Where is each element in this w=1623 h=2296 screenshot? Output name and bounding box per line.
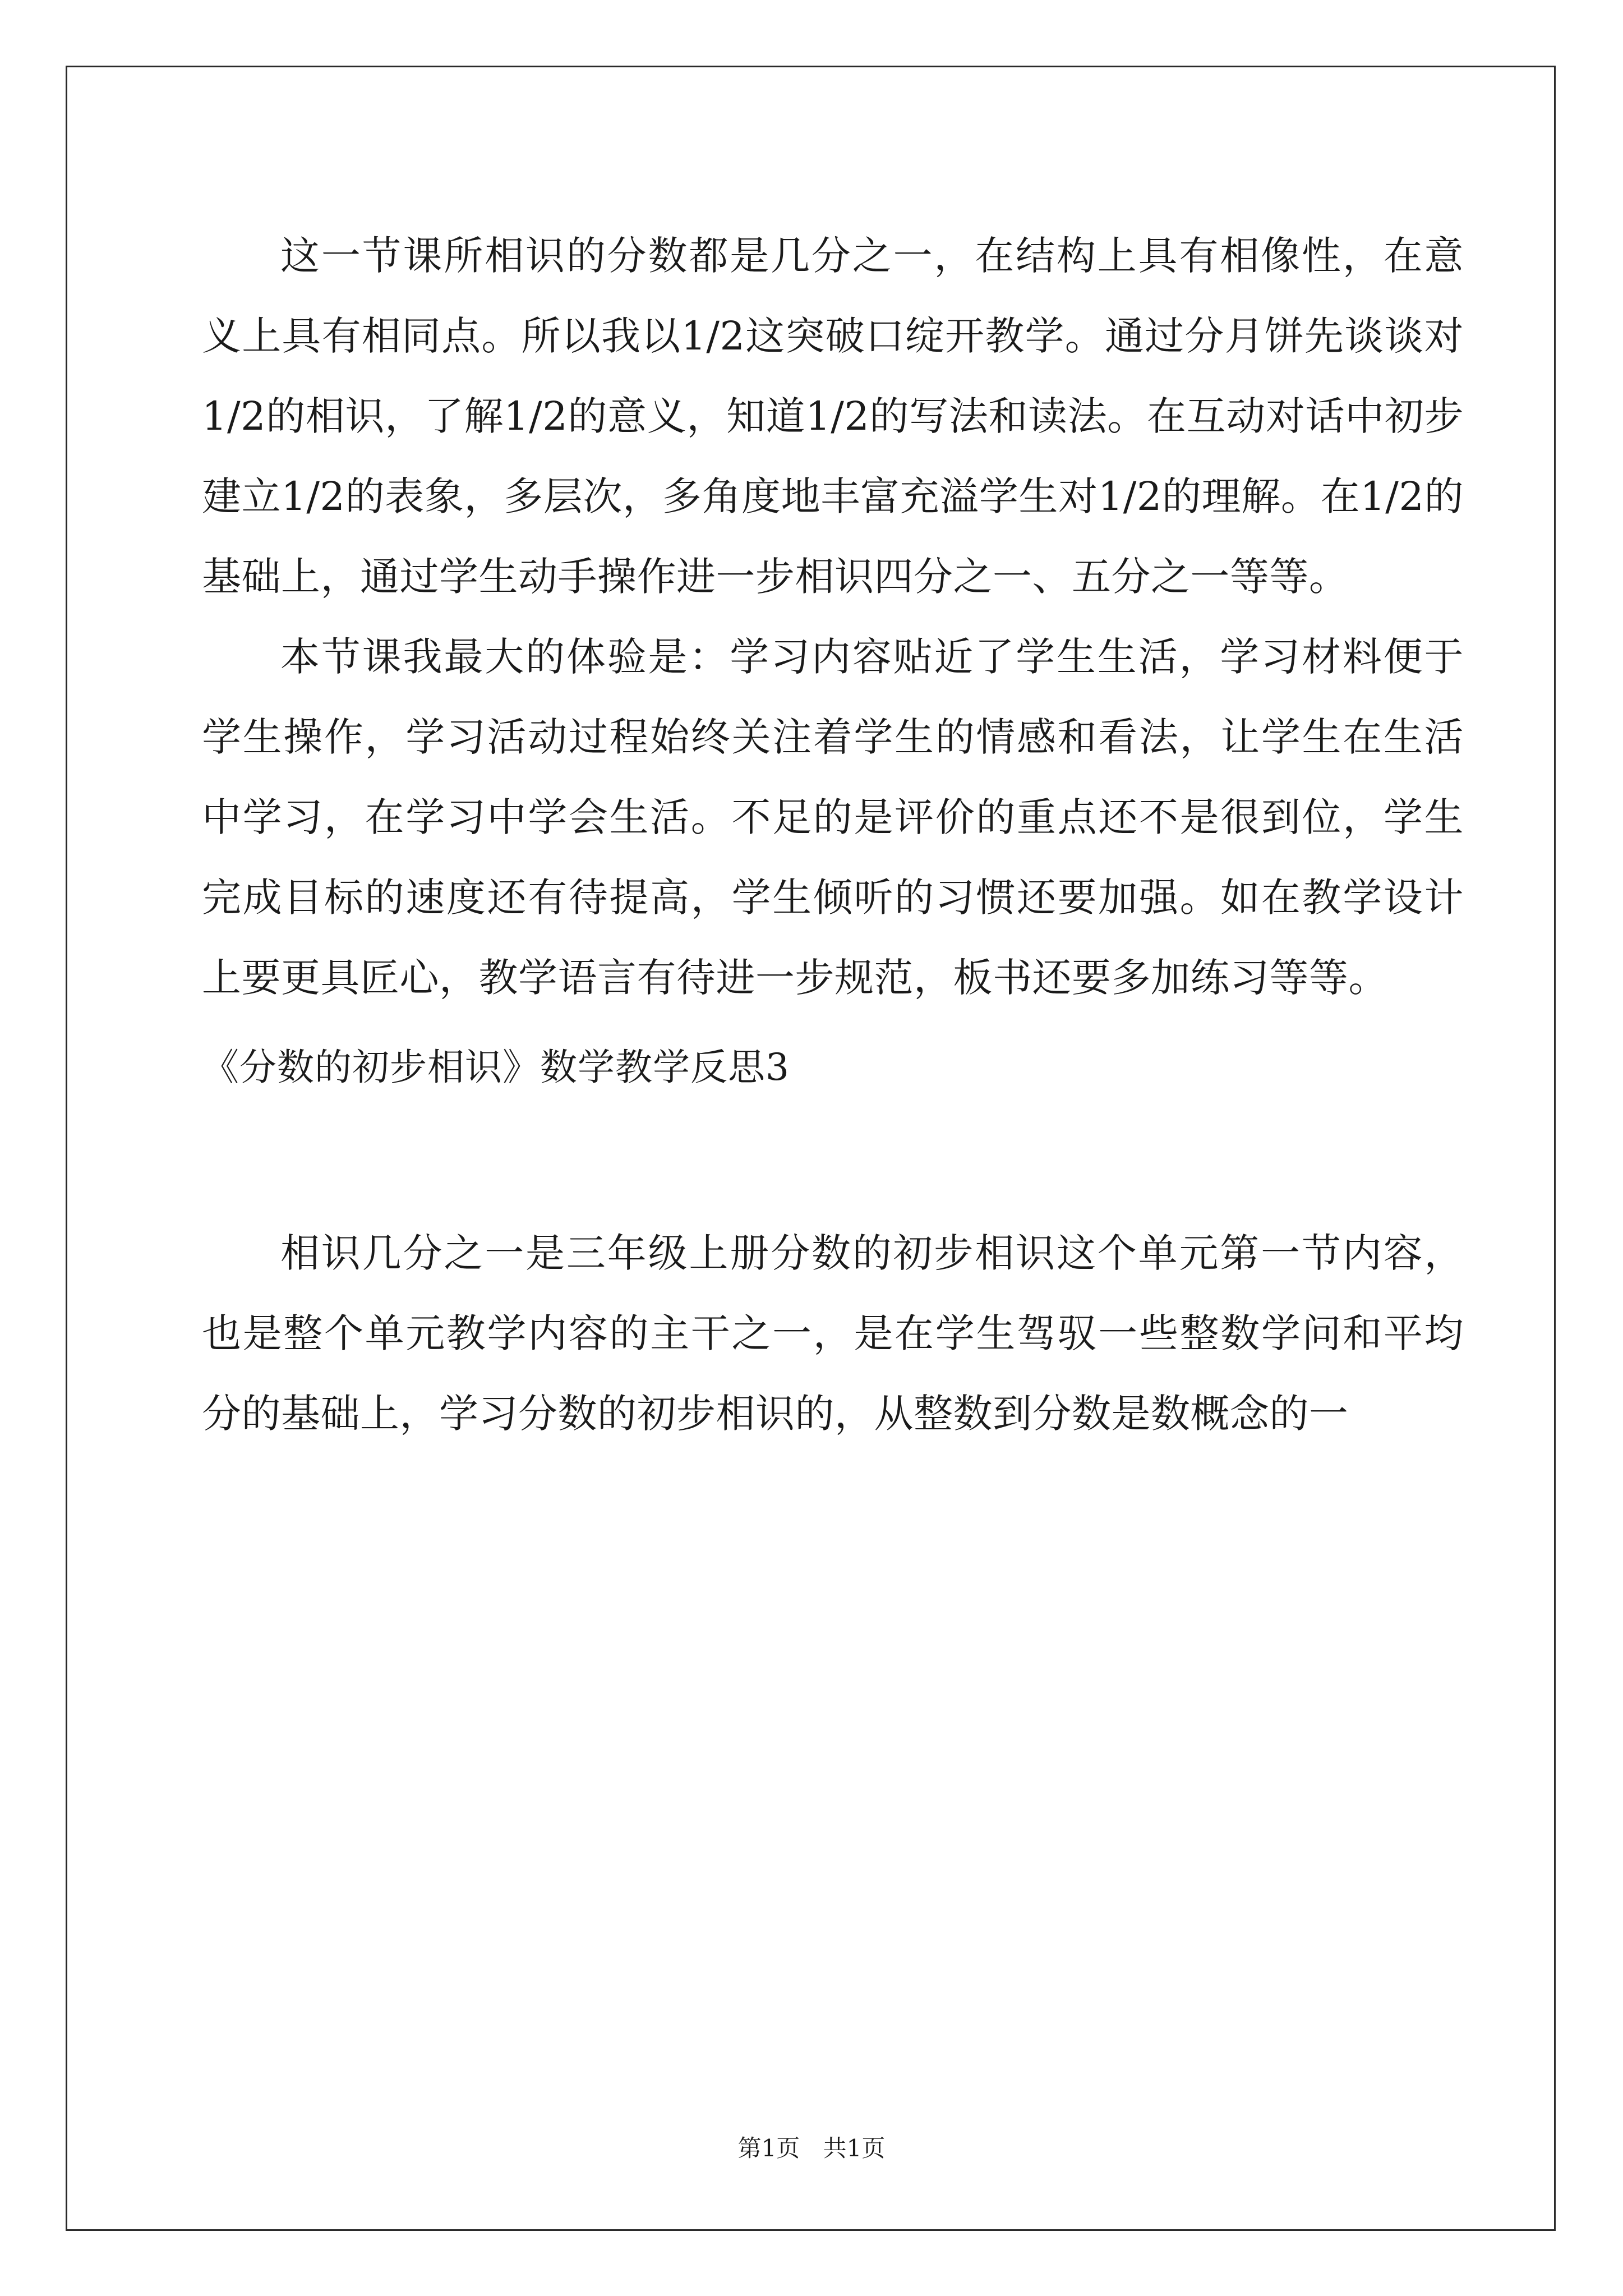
paragraph-2: 本节课我最大的体验是：学习内容贴近了学生生活，学习材料便于学生操作，学习活动过程始终关注着学生的情感和看法，让学生在生活中学习，在学习中学会生活。不足的是评价的重点还不是很到位，学生完成目标的速度还有待提高，学生倾听的习惯还要加强。如在教学设计上要更具匠心，教学语言有待进一步规范，板书还要多加练习等等。 xyxy=(202,634,1464,1001)
page-footer xyxy=(0,2132,1623,2165)
page-total: 共1页 xyxy=(823,2134,886,2162)
section-heading: 《分数的初步相识》数学教学反思3 xyxy=(202,1046,790,1089)
page-number: 第1页 xyxy=(737,2134,800,2162)
paragraph-1: 这一节课所相识的分数都是几分之一，在结构上具有相像性，在意义上具有相同点。所以我以1/2这突破口绽开教学。通过分月饼先谈谈对1/2的相识，了解1/2的意义，知道1/2的写法和读法。在互动对话中初步建立1/2的表象，多层次，多角度地丰富充溢学生对1/2的理解。在1/2的基础上，通过学生动手操作进一步相识四分之一、五分之一等等。 xyxy=(202,233,1464,600)
section-spacer xyxy=(202,1096,1464,1213)
document-body xyxy=(202,216,1464,1454)
paragraph-3: 相识几分之一是三年级上册分数的初步相识这个单元第一节内容，也是整个单元教学内容的主干之一，是在学生驾驭一些整数学问和平均分的基础上，学习分数的初步相识的，从整数到分数是数概念的一 xyxy=(202,1230,1464,1437)
